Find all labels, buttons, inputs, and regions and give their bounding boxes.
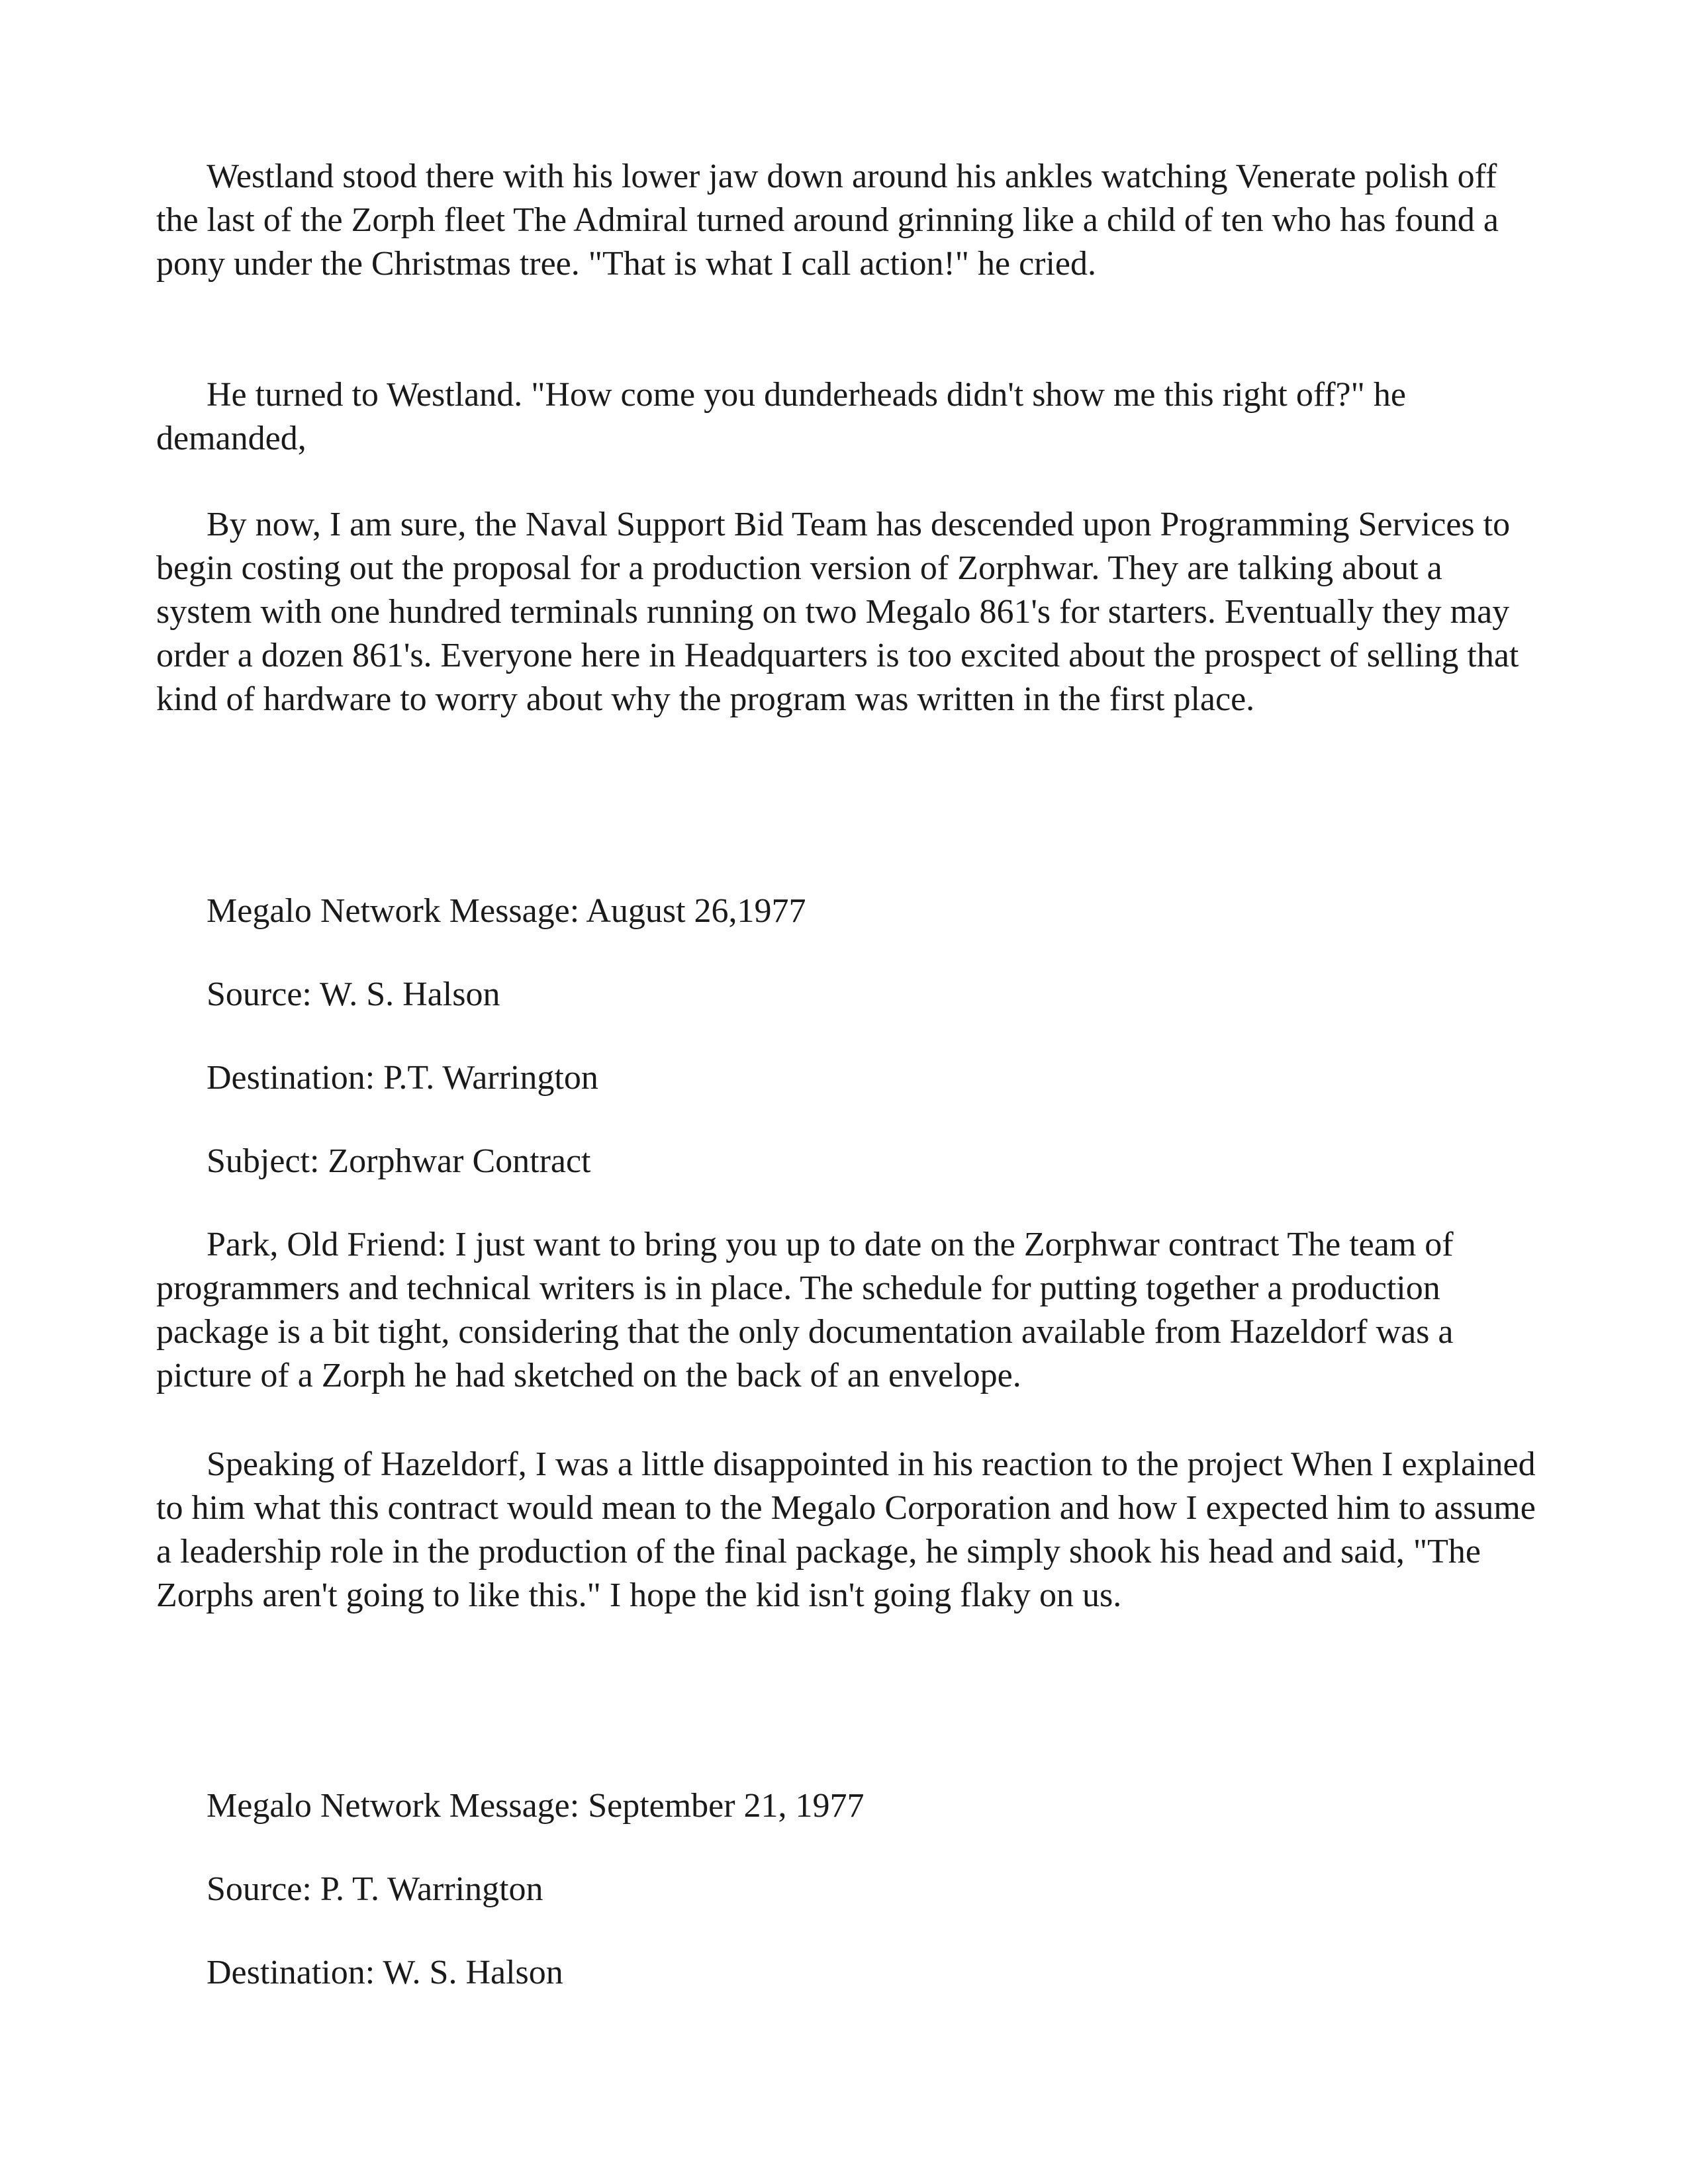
message-2-destination: Destination: W. S. Halson (207, 1954, 563, 1991)
message-1-source: Source: W. S. Halson (207, 976, 500, 1013)
paragraph-westland-jaw: Westland stood there with his lower jaw down around his ankles watching Venerate polish off the last of the Zorph fleet The Admiral turned around grinning like a child of ten who has found a pony under the Christmas tree. "That is what I call action!" he cried. (156, 158, 1499, 283)
message-1-header: Megalo Network Message: August 26,1977 (207, 892, 806, 930)
message-1-destination: Destination: P.T. Warrington (207, 1059, 598, 1097)
paragraph-bid-team: By now, I am sure, the Naval Support Bid Team has descended upon Programming Services to begin costing out the proposal for a production version of Zorphwar. They are talking about a system with one hundred terminals running on two Megalo 861's for starters. Eventually they may order a dozen 861's. Everyone here in Headquarters is too excited about the prospect of selling that kind of hardware to worry about why the program was written in the first place. (156, 506, 1519, 718)
message-1-subject: Subject: Zorphwar Contract (207, 1142, 591, 1180)
message-2-source: Source: P. T. Warrington (207, 1870, 543, 1908)
message-2-header: Megalo Network Message: September 21, 1977 (207, 1787, 865, 1825)
message-1-body-paragraph: Speaking of Hazeldorf, I was a little disappointed in his reaction to the project When I explained to him what this contract would mean to the Megalo Corporation and how I expected him to assume a leadership role in the production of the final package, he simply shook his head and said, "The Zorphs aren't going to like this." I hope the kid isn't going flaky on us. (156, 1445, 1536, 1614)
message-1-body-paragraph: Park, Old Friend: I just want to bring you up to date on the Zorphwar contract The team of programmers and technical writers is in place. The schedule for putting together a production package is a bit tight, considering that the only documentation available from Hazeldorf was a picture of a Zorph he had sketched on the back of an envelope. (156, 1226, 1454, 1394)
paragraph-dunderheads: He turned to Westland. "How come you dunderheads didn't show me this right off?" he demanded, (156, 376, 1406, 457)
